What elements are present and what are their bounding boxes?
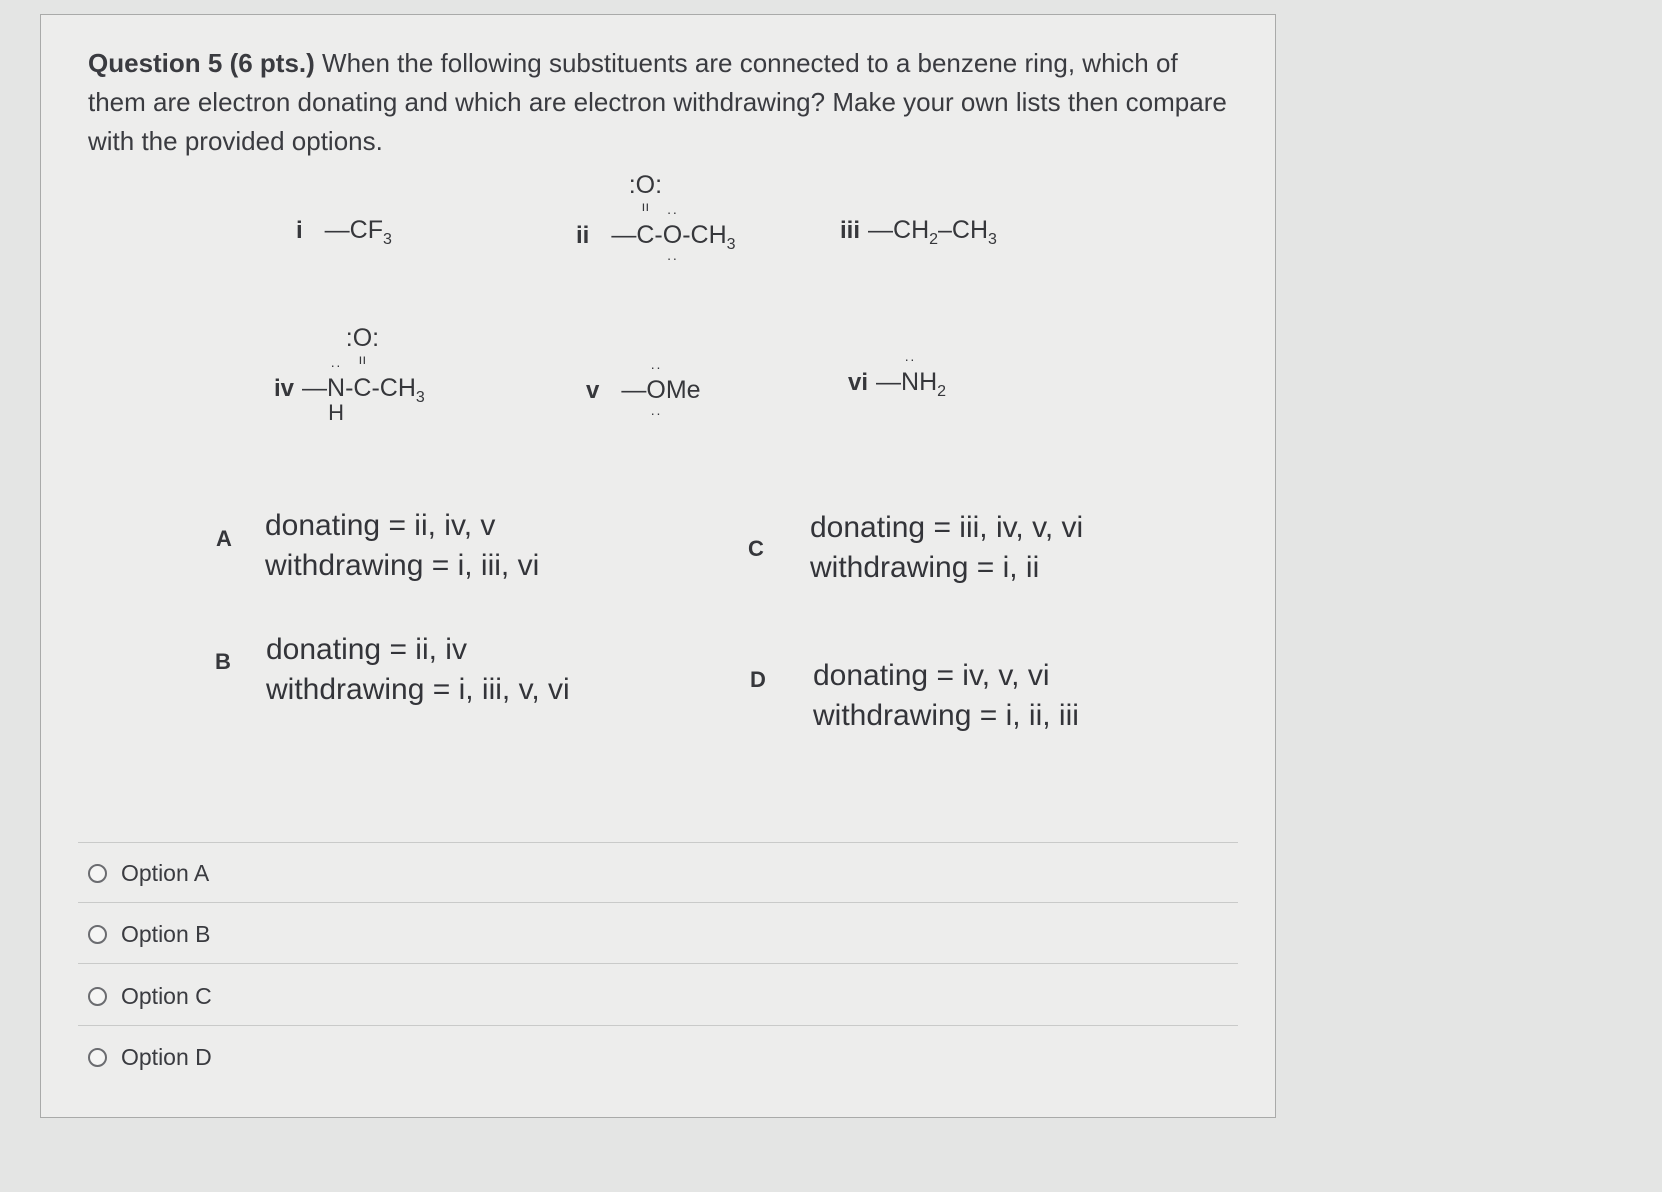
answer-a-withdrawing: withdrawing = i, iii, vi <box>265 549 540 582</box>
substituent-v: v — ·· O ·· Me <box>586 359 701 421</box>
answer-letter-c: C <box>748 536 764 561</box>
option-d-label[interactable]: Option D <box>121 1043 212 1070</box>
answer-a-donating: donating = ii, iv, v <box>265 509 496 542</box>
separator <box>78 842 1238 843</box>
radio-circle-icon[interactable] <box>88 1048 107 1067</box>
question-title: Question 5 (6 pts.) <box>88 48 315 78</box>
radio-circle-icon[interactable] <box>88 925 107 944</box>
answer-c-withdrawing: withdrawing = i, ii <box>810 551 1040 584</box>
answer-b-withdrawing: withdrawing = i, iii, v, vi <box>266 673 570 706</box>
answer-b <box>266 630 570 710</box>
option-d-radio[interactable] <box>88 1042 212 1072</box>
answer-a <box>265 506 539 586</box>
option-c-label[interactable]: Option C <box>121 982 212 1009</box>
separator <box>78 902 1238 903</box>
question-prompt <box>88 44 1238 161</box>
roman-iii: iii <box>840 217 861 244</box>
substituent-i: i $—CF_3$ <box>296 216 392 248</box>
option-a-label[interactable]: Option A <box>121 859 210 886</box>
roman-vi: vi <box>848 369 869 396</box>
answer-b-donating: donating = ii, iv <box>266 633 467 666</box>
question-text: When the following substituents are connected to a benzene ring, which of them are electron donating and which are electron withdrawing? Make your own lists then compare with the provided options. <box>88 48 1227 156</box>
roman-i: i <box>296 217 303 244</box>
answer-d-withdrawing: withdrawing = i, ii, iii <box>813 699 1079 732</box>
option-b-radio[interactable] <box>88 919 211 949</box>
separator <box>78 963 1238 964</box>
answer-letter-b: B <box>215 649 231 674</box>
answer-c <box>810 508 1083 588</box>
answer-c-donating: donating = iii, iv, v, vi <box>810 511 1084 544</box>
separator <box>78 1025 1238 1026</box>
substituent-iii: iii $—CH_2-CH_3$ <box>840 216 997 248</box>
substituent-ii: ii — :O: ıı C- ·· O ·· $-CH_3$ <box>576 171 736 266</box>
radio-circle-icon[interactable] <box>88 864 107 883</box>
roman-ii: ii <box>576 222 590 249</box>
answer-d-donating: donating = iv, v, vi <box>813 659 1050 692</box>
option-a-radio[interactable] <box>88 858 209 888</box>
option-b-label[interactable]: Option B <box>121 920 211 947</box>
answer-letter-d: D <box>750 667 766 692</box>
radio-circle-icon[interactable] <box>88 987 107 1006</box>
answer-letter-a: A <box>216 526 232 551</box>
answer-d <box>813 656 1079 736</box>
roman-v: v <box>586 377 600 404</box>
substituent-vi: vi — ·· $NH_2$ <box>848 351 947 400</box>
roman-iv: iv <box>274 375 295 402</box>
option-c-radio[interactable] <box>88 981 212 1011</box>
substituent-iv: iv — ·· N H - :O: ıı $C-CH_3$ <box>274 324 425 425</box>
